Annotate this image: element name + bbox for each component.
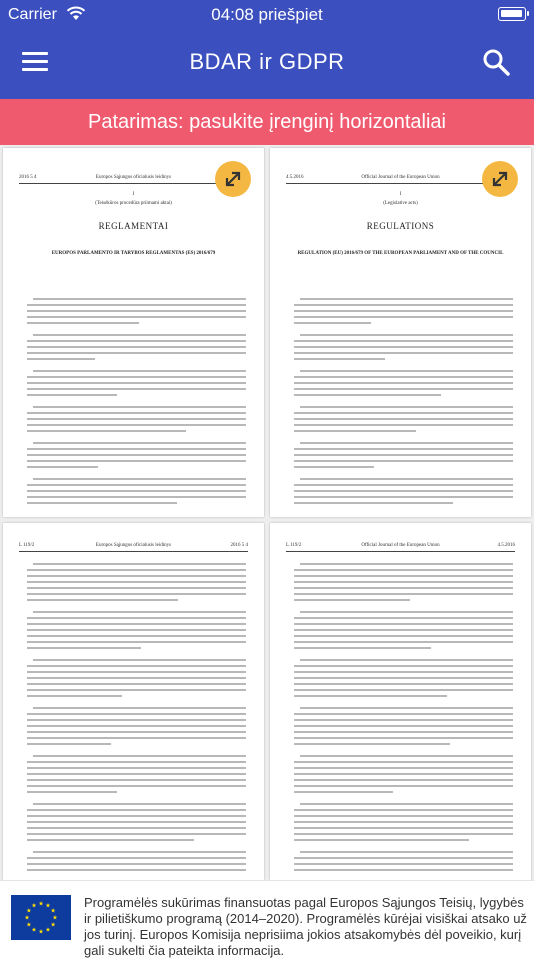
page-thumbnail-en-1[interactable] bbox=[270, 148, 531, 517]
header-date: 4.5.2016 bbox=[497, 543, 515, 548]
header-journal: Official Journal of the European Union bbox=[361, 175, 440, 180]
section-heading: REGLAMENTAI bbox=[98, 221, 169, 231]
section-heading: REGULATIONS bbox=[366, 221, 435, 231]
regulation-title: REGULATION (EU) 2016/679 OF THE EUROPEAN PARLIAMENT AND OF THE COUNCIL bbox=[297, 251, 504, 256]
battery-icon bbox=[498, 7, 526, 21]
section-subtitle: (Legislative acts) bbox=[383, 201, 418, 206]
regulation-title: EUROPOS PARLAMENTO IR TARYBOS REGLAMENTAS (ES) 2016/679 bbox=[51, 251, 216, 256]
funding-disclaimer: Programėlės sukūrimas finansuotas pagal Europos Sąjungos Teisių, lygybės ir pilietiškumo programą (2014–2020). Programėlės kūrėjai visiškai atsako už jos turinį. Europos Komisija neprisiima jokios atsakomybės dėl poveikio, kurį gali sukelti čia pateikta informacija. bbox=[84, 895, 527, 958]
page-thumbnail-lt-1[interactable] bbox=[3, 148, 264, 517]
search-icon[interactable] bbox=[482, 48, 510, 76]
expand-icon bbox=[223, 169, 243, 189]
expand-button[interactable] bbox=[482, 161, 518, 197]
status-bar bbox=[0, 0, 534, 30]
page-grid bbox=[0, 145, 534, 880]
carrier-label: Carrier bbox=[8, 6, 57, 23]
app-title: BDAR ir GDPR bbox=[189, 49, 345, 74]
page-thumbnail-en-2[interactable] bbox=[270, 523, 531, 880]
header-journal: Official Journal of the European Union bbox=[361, 543, 440, 548]
expand-icon bbox=[490, 169, 510, 189]
header-date: 2016 5 4 bbox=[19, 175, 37, 180]
section-number: I bbox=[399, 192, 402, 197]
funding-footer bbox=[0, 880, 534, 958]
page-header bbox=[286, 543, 515, 548]
header-ref: L 119/2 bbox=[286, 543, 302, 548]
header-journal: Europos Sąjungos oficialusis leidinys bbox=[95, 543, 172, 548]
page-header bbox=[286, 175, 515, 180]
section-number: I bbox=[132, 192, 135, 197]
app-bar bbox=[0, 0, 534, 99]
header-date: 2016 5 4 bbox=[230, 543, 248, 548]
header-journal: Europos Sąjungos oficialusis leidinys bbox=[95, 175, 172, 180]
section-subtitle: (Teisėkūros procedūra priimami aktai) bbox=[95, 201, 172, 206]
page-header bbox=[19, 543, 248, 548]
eu-flag-icon bbox=[11, 895, 71, 940]
page-header bbox=[19, 175, 248, 180]
expand-button[interactable] bbox=[215, 161, 251, 197]
header-date: 4.5.2016 bbox=[286, 175, 304, 180]
rotate-tip-banner: Patarimas: pasukite įrenginį horizontaliai bbox=[0, 99, 534, 145]
page-thumbnail-lt-2[interactable] bbox=[3, 523, 264, 880]
clock: 04:08 priešpiet bbox=[211, 5, 323, 24]
header-ref: L 119/2 bbox=[19, 543, 35, 548]
